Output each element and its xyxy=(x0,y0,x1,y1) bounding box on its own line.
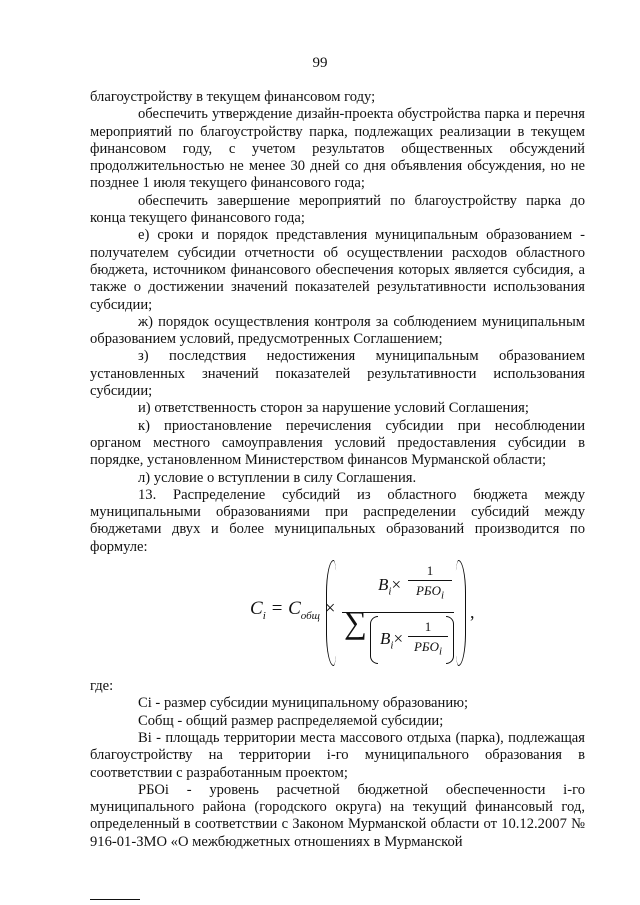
document-body xyxy=(90,89,585,851)
paragraph: е) сроки и порядок представления муниципальным образованием - получателем субсидии отчетности об осуществлении расходов областного бюджета, источником финансового обеспечения которых является субсидия, а также о достижении значений показателей результативности использования субсидии; xyxy=(90,227,585,313)
paragraphs-bottom xyxy=(90,678,585,851)
paragraph: обеспечить завершение мероприятий по благоустройству парка до конца текущего финансового года; xyxy=(90,192,585,227)
numerator-b: $B_i\times$ xyxy=(378,575,402,598)
paragraph: 13. Распределение субсидий из областного бюджета между муниципальными образованиями при распределении субсидий между бюджетами двух и более муниципальных образований производится по формуле: xyxy=(90,486,585,555)
paragraph: ж) порядок осуществления контроля за соблюдением муниципальным образованием условий, предусмотренных Соглашением; xyxy=(90,313,585,348)
paragraph: л) условие о вступлении в силу Соглашения. xyxy=(138,469,417,486)
paragraph: Вi - площадь территории места массового отдыха (парка), подлежащая благоустройству на территории i-го муниципального образования в соответствии с разработанным проектом; xyxy=(90,729,585,781)
denominator-b: $B_i\times$ xyxy=(380,629,404,652)
paragraph: и) ответственность сторон за нарушение условий Соглашения; xyxy=(138,400,529,417)
numerator-fraction: 1 $РБО_i$ xyxy=(408,562,452,605)
formula-lhs: $C_i = C_{общ}$ × xyxy=(250,598,336,622)
paragraph: Сi - размер субсидии муниципальному образованию; xyxy=(138,695,469,712)
formula-right-paren xyxy=(455,560,466,666)
paragraph: где: xyxy=(90,678,114,695)
distribution-formula xyxy=(90,560,585,670)
paragraphs-top xyxy=(90,89,585,556)
sum-sign: ∑ xyxy=(344,604,367,641)
paragraph: обеспечить утверждение дизайн-проекта обустройства парка и перечня мероприятий по благоустройству парка, подлежащих реализации в текущем финансовом году, с учетом результатов общественных обсуждений продолжительностью не менее 30 дней со дня объявления обсуждения, но не позднее 1 июля текущего финансового года; xyxy=(90,106,585,192)
page-number: 99 xyxy=(312,55,328,71)
formula-left-paren xyxy=(326,560,337,666)
footnote-separator xyxy=(90,899,140,900)
denominator-fraction: 1 $РБО_i$ xyxy=(408,618,448,661)
formula-comma: , xyxy=(470,602,475,623)
paragraph: к) приостановление перечисления субсидии при несоблюдении органом местного самоуправления условий предоставления субсидии в порядке, установленном Министерством финансов Мурманской области; xyxy=(90,417,585,469)
paragraph: благоустройству в текущем финансовом году; xyxy=(90,89,376,105)
paragraph: Cобщ - общий размер распределяемой субсидии; xyxy=(138,712,444,729)
inner-left-paren xyxy=(370,616,378,664)
paragraph: з) последствия недостижения муниципальным образованием установленных значений показателей результативности использования субсидии; xyxy=(90,348,585,400)
paragraph: РБОi - уровень расчетной бюджетной обеспеченности i-го муниципального района (городского округа) на текущий финансовый год, определенный в соответствии с Законом Мурманской области от 10.12.2007 № 916-01-ЗМО «О межбюджетных отношениях в Мурманской xyxy=(90,781,585,850)
